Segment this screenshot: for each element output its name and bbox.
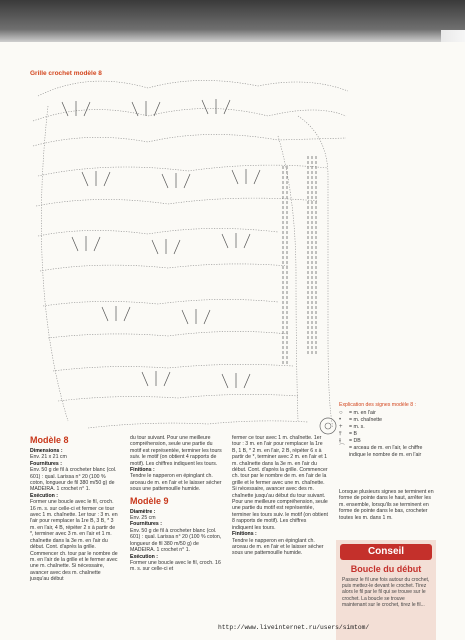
treble-crochet-symbol-icon: ⫲ bbox=[339, 438, 341, 444]
finitions-text: Tendre le napperon en épinglant ch. arceau de m. en l'air et le laisser sécher sous une pattemouille humide. bbox=[130, 473, 222, 493]
chart-title: Grille crochet modèle 8 bbox=[30, 70, 102, 77]
legend-text: = m. en l'air bbox=[349, 410, 376, 416]
fournitures-text: Env. 50 g de fil à crocheter blanc (col. 601) : qual. Larissa n° 20 (100 % coton, longueur de fil 380 m/50 g) de MADEIRA. 1 crochet n° 1. bbox=[30, 467, 117, 493]
conseil-subtitle: Boucle du début bbox=[350, 564, 422, 574]
legend-item bbox=[339, 445, 435, 459]
legend-note: Lorsque plusieurs signes se terminent en forme de pointe dans le haut, arrêter les m. ensemble, lorsqu'ils se terminent en forme de pointe dans le bas, crocheter toutes les m. dans 1 m. bbox=[339, 489, 434, 521]
arc-symbol-icon: ⌒ bbox=[339, 445, 346, 451]
crochet-chart bbox=[28, 76, 348, 441]
legend-item bbox=[339, 431, 435, 438]
legend-text: = B bbox=[349, 431, 357, 437]
watermark-url: http://www.liveinternet.ru/users/simtom/ bbox=[218, 624, 370, 631]
legend-item bbox=[339, 424, 435, 431]
diametre-text: Env. 25 cm bbox=[130, 515, 156, 522]
execution-label: Exécution : bbox=[30, 492, 58, 499]
legend-item bbox=[339, 438, 435, 445]
slip-stitch-symbol-icon: • bbox=[339, 417, 342, 423]
legend-text: = m. chaînette bbox=[349, 417, 383, 423]
legend-text: = DB bbox=[349, 438, 361, 444]
fournitures-9-label: Fournitures : bbox=[130, 521, 162, 528]
diametre-label: Diamètre : bbox=[130, 508, 156, 515]
scan-top-shadow bbox=[0, 0, 465, 42]
modele-8-heading: Modèle 8 bbox=[30, 435, 69, 445]
execution-text: Former une boucle avec le fil, croch. 16 m. s. sur celle-ci et fermer ce tour avec 1 m. chaînette. 1er tour : 3 m. en l'air pour remplacer la 1re B, 3 B, * 3 m. en l'air, 4 B, répéter 2 x à partir de *, terminer avec 3 m. en l'air et 1 m. chaînette dans la 3e m. en l'air du début. Cont. d'après la grille. Commencer ch. tour par le nombre de m. en l'air de la grille et le fermer avec une m. chaînette. Si nécessaire, avancer avec des m. chaînette jusqu'au début bbox=[30, 499, 118, 583]
dimensions-label: Dimensions : bbox=[30, 448, 63, 454]
fournitures-9-text: Env. 50 g de fil à crocheter blanc (col. 601) : qual. Larissa n° 20 (100 % coton, longueur de fil 380 m/50 g) de MADEIRA. 1 crochet n° 1. bbox=[130, 527, 222, 554]
legend-text: = arceau de m. en l'air, le chiffre indique le nombre de m. en l'air bbox=[349, 445, 423, 458]
conseil-text: Passez le fil une fois autour du crochet, puis mettez-le devant le crochet. Tirez alors le fil par le fil qui se trouve sur le crochet. La boucle se trouve maintenant sur le crochet, tirez le fil... bbox=[342, 577, 430, 608]
chain-symbol-icon: ○ bbox=[339, 410, 343, 416]
col3-text: fermer ce tour avec 1 m. chaînette. 1er tour : 3 m. en l'air pour remplacer la 1re B, 1 B, * 2 m. en l'air, 2 B, répéter 6 x à partir de *, terminer avec 2 m. en l'air et 1 m. chaînette dans la 3e m. en l'air du début. Cont. d'après la grille. Commencer ch. tour par le nombre de m. en l'air de la grille et le fermer avec une m. chaînette. Si nécessaire, avancer avec des m. chaînette jusqu'au début du tour suivant. Pour une meilleure compréhension, seule une partie du motif est représentée, terminer les tours suiv. le motif (on obtient 8 rapports de motif). Les chiffres indiquent les tours. bbox=[232, 435, 328, 531]
fournitures-label: Fournitures : bbox=[30, 460, 62, 467]
legend-text: = m. s. bbox=[349, 424, 365, 430]
conseil-label: Conseil bbox=[340, 544, 432, 560]
legend-item bbox=[339, 417, 435, 424]
dimensions-text: Env. 21 x 21 cm bbox=[30, 454, 67, 461]
column-2 bbox=[130, 435, 222, 573]
double-crochet-symbol-icon: ⫯ bbox=[339, 431, 342, 437]
finitions-9-label: Finitions : bbox=[232, 531, 257, 538]
magazine-page bbox=[0, 42, 465, 640]
modele-9-heading: Modèle 9 bbox=[130, 495, 169, 506]
col2-text: du tour suivant. Pour une meilleure compréhension, seule une partie du motif est représentée, terminer les tours suiv. le motif (on obtient 4 rapports de motif). Les chiffres indiquent les tours. bbox=[130, 435, 222, 467]
legend bbox=[339, 410, 435, 459]
execution-9-text: Former une boucle avec le fil, croch. 16 m. s. sur celle-ci et bbox=[130, 559, 221, 573]
legend-title: Explication des signes modèle 8 : bbox=[339, 402, 416, 408]
column-1 bbox=[30, 435, 120, 583]
legend-item bbox=[339, 410, 435, 417]
execution-9-label: Exécution : bbox=[130, 553, 158, 560]
column-3 bbox=[232, 435, 328, 557]
finitions-9-text: Tendre le napperon en épinglant ch. arceau de m. en l'air et le laisser sécher sous une pattemouille humide. bbox=[232, 537, 324, 557]
single-crochet-symbol-icon: + bbox=[339, 424, 343, 430]
finitions-label: Finitions : bbox=[130, 467, 155, 474]
